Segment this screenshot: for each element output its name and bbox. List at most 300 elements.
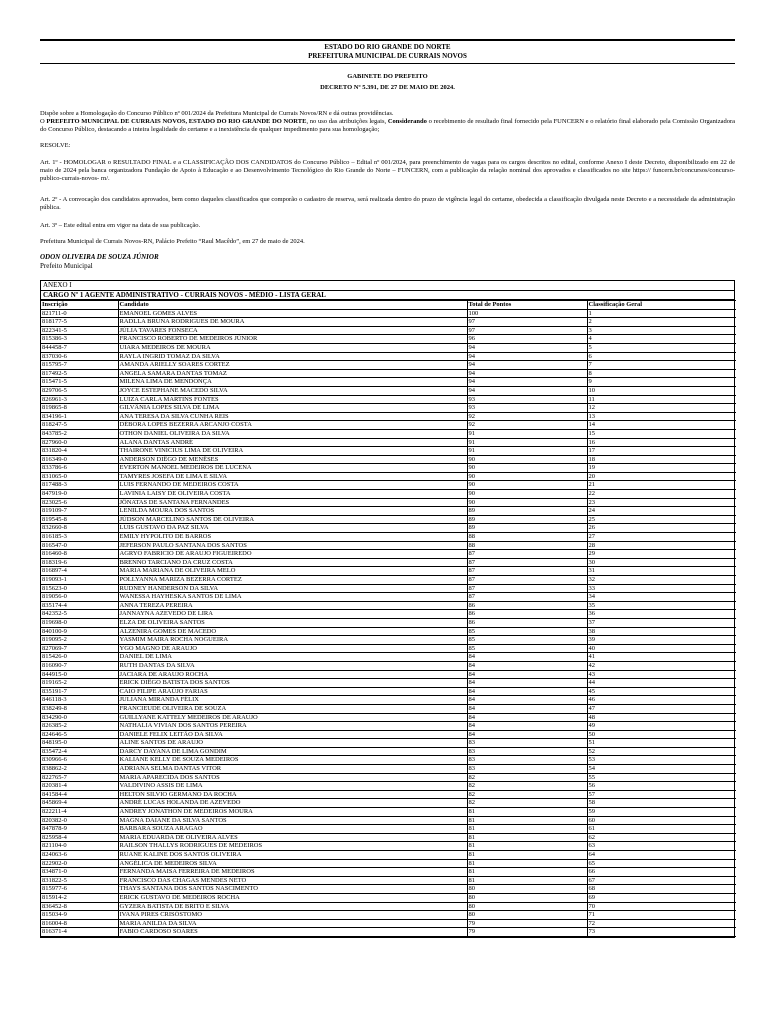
- table-row: [41, 722, 736, 731]
- pontos-cell: 89: [467, 515, 587, 524]
- inscricao-cell: 824063-6: [41, 851, 118, 860]
- inscricao-cell: 816349-0: [41, 455, 118, 464]
- inscricao-cell: 816185-3: [41, 533, 118, 542]
- table-row: [41, 601, 736, 610]
- table-row: [41, 464, 736, 473]
- resolve-heading: RESOLVE:: [40, 142, 71, 149]
- inscricao-cell: 818177-5: [41, 318, 118, 327]
- candidato-cell: FERNANDA MAISA FERREIRA DE MEDEIROS: [118, 868, 467, 877]
- classificacao-cell: 29: [587, 550, 736, 559]
- pontos-cell: 93: [467, 395, 587, 404]
- classificacao-cell: 48: [587, 713, 736, 722]
- candidato-cell: CAIO FILIPE ARAÚJO FARIAS: [118, 687, 467, 696]
- inscricao-cell: 837030-6: [41, 352, 118, 361]
- pontos-cell: 81: [467, 808, 587, 817]
- candidato-cell: ANA TERESA DA SILVA CUNHA REIS: [118, 412, 467, 421]
- candidato-cell: MARIA MARIANA DE OLIVEIRA MELO: [118, 567, 467, 576]
- candidato-cell: JEFERSON PAULO SANTANA DOS SANTOS: [118, 541, 467, 550]
- classificacao-cell: 50: [587, 730, 736, 739]
- candidato-cell: AGRYO FABRICIO DE ARAUJO FIGUEIREDO: [118, 550, 467, 559]
- table-row: [41, 799, 736, 808]
- inscricao-cell: 815386-3: [41, 335, 118, 344]
- table-row: [41, 696, 736, 705]
- candidato-cell: ALINE SANTOS DE ARAUJO: [118, 739, 467, 748]
- inscricao-cell: 834290-0: [41, 713, 118, 722]
- preamble-mid: , no uso das atribuições legais,: [306, 118, 387, 125]
- inscricao-cell: 817492-5: [41, 369, 118, 378]
- classificacao-cell: 64: [587, 851, 736, 860]
- inscricao-cell: 824646-5: [41, 730, 118, 739]
- classificacao-cell: 39: [587, 636, 736, 645]
- inscricao-cell: 827069-7: [41, 644, 118, 653]
- classificacao-cell: 10: [587, 386, 736, 395]
- candidato-cell: AMANDA ARIELLY SOARES CORTEZ: [118, 361, 467, 370]
- inscricao-cell: 847878-9: [41, 825, 118, 834]
- pontos-cell: 100: [467, 309, 587, 318]
- candidato-cell: ALZENIRA GOMES DE MACEDO: [118, 627, 467, 636]
- pontos-cell: 84: [467, 704, 587, 713]
- classificacao-cell: 71: [587, 911, 736, 920]
- table-row: [41, 782, 736, 791]
- inscricao-cell: 831822-5: [41, 876, 118, 885]
- pontos-cell: 83: [467, 756, 587, 765]
- candidato-cell: ERICK GUSTAVO DE MEDEIROS ROCHA: [118, 893, 467, 902]
- classificacao-cell: 62: [587, 833, 736, 842]
- candidato-cell: EVERTON MANOEL MEDEIROS DE LUCENA: [118, 464, 467, 473]
- classificacao-cell: 14: [587, 421, 736, 430]
- candidato-cell: DANIELE FELIX LEITÃO DA SILVA: [118, 730, 467, 739]
- pontos-cell: 82: [467, 790, 587, 799]
- classificacao-cell: 38: [587, 627, 736, 636]
- inscricao-cell: 831820-4: [41, 447, 118, 456]
- article-3: Art. 3º – Este edital entra em vigor na data de sua publicação.: [40, 222, 201, 229]
- pontos-cell: 88: [467, 533, 587, 542]
- candidato-cell: LUIS FERNANDO DE MEDEIROS COSTA: [118, 481, 467, 490]
- candidato-cell: LENILDA MOURA DOS SANTOS: [118, 507, 467, 516]
- document-header: [40, 43, 735, 61]
- classificacao-cell: 31: [587, 567, 736, 576]
- preamble-authority: PREFEITO MUNICIPAL DE CURRAIS NOVOS, ESTADO DO RIO GRANDE DO NORTE: [46, 118, 307, 125]
- classificacao-cell: 61: [587, 825, 736, 834]
- inscricao-cell: 831065-0: [41, 472, 118, 481]
- table-row: [41, 928, 736, 937]
- table-row: [41, 567, 736, 576]
- pontos-cell: 79: [467, 919, 587, 928]
- inscricao-cell: 821104-0: [41, 842, 118, 851]
- table-row: [41, 627, 736, 636]
- column-header-pontos: Total de Pontos: [467, 301, 587, 310]
- inscricao-cell: 816547-0: [41, 541, 118, 550]
- pontos-cell: 84: [467, 696, 587, 705]
- pontos-cell: 86: [467, 601, 587, 610]
- candidato-cell: RUANE KALINE DOS SANTOS OLIVEIRA: [118, 851, 467, 860]
- classificacao-cell: 15: [587, 429, 736, 438]
- inscricao-cell: 819865-8: [41, 404, 118, 413]
- inscricao-cell: 844458-7: [41, 343, 118, 352]
- table-row: [41, 584, 736, 593]
- table-row: [41, 808, 736, 817]
- inscricao-cell: 835191-7: [41, 687, 118, 696]
- inscricao-cell: 821711-0: [41, 309, 118, 318]
- pontos-cell: 90: [467, 455, 587, 464]
- classificacao-cell: 24: [587, 507, 736, 516]
- inscricao-cell: 826961-3: [41, 395, 118, 404]
- inscricao-cell: 819093-1: [41, 576, 118, 585]
- table-row: [41, 447, 736, 456]
- table-row: [41, 455, 736, 464]
- classificacao-cell: 20: [587, 472, 736, 481]
- classificacao-cell: 6: [587, 352, 736, 361]
- table-row: [41, 868, 736, 877]
- candidato-cell: KALIANE KELLY DE SOUZA MEDEIROS: [118, 756, 467, 765]
- table-row: [41, 343, 736, 352]
- classificacao-cell: 5: [587, 343, 736, 352]
- table-row: [41, 773, 736, 782]
- table-row: [41, 911, 736, 920]
- inscricao-cell: 835472-4: [41, 747, 118, 756]
- table-row: [41, 876, 736, 885]
- pontos-cell: 82: [467, 782, 587, 791]
- classificacao-cell: 1: [587, 309, 736, 318]
- classificacao-cell: 12: [587, 404, 736, 413]
- inscricao-cell: 838249-8: [41, 704, 118, 713]
- article-1: Art. 1º - HOMOLOGAR o RESULTADO FINAL e a CLASSIFICAÇÃO DOS CANDIDATOS do Concurso Público – Edital nº 001/2024, para preenchimento de vagas para os cargos descritos no edital, conforme Anexo I deste Decreto, disponibilizado em 22 de maio de 2024 pela banca organizadora Fundação de Apoio à Educação e ao Desenvolvimento Tecnológico do Rio Grande do Norte – FUNCERN, com a publicação da relação nominal dos aprovados e classificados no site https:// funcern.br/concursos/concurso-publico-currais-novos- rn/.: [40, 159, 735, 182]
- table-row: [41, 790, 736, 799]
- inscricao-cell: 830966-6: [41, 756, 118, 765]
- preamble-considerando: Considerando: [387, 118, 427, 125]
- inscricao-cell: 819165-2: [41, 679, 118, 688]
- pontos-cell: 88: [467, 541, 587, 550]
- candidato-cell: RUDNEY HANDERSON DA SILVA: [118, 584, 467, 593]
- classificacao-cell: 37: [587, 618, 736, 627]
- pontos-cell: 87: [467, 558, 587, 567]
- pontos-cell: 91: [467, 447, 587, 456]
- classificacao-cell: 41: [587, 653, 736, 662]
- candidato-cell: FABIO CARDOSO SOARES: [118, 928, 467, 937]
- classificacao-cell: 3: [587, 326, 736, 335]
- candidato-cell: WANESSA HAYHESKA SANTOS DE LIMA: [118, 593, 467, 602]
- classificacao-cell: 60: [587, 816, 736, 825]
- classificacao-cell: 40: [587, 644, 736, 653]
- preamble-lead: O: [40, 118, 45, 125]
- table-row: [41, 610, 736, 619]
- pontos-cell: 83: [467, 739, 587, 748]
- inscricao-cell: 819698-0: [41, 618, 118, 627]
- inscricao-cell: 841584-4: [41, 790, 118, 799]
- classificacao-cell: 27: [587, 533, 736, 542]
- candidato-cell: JÚDSON MARCELINO SANTOS DE OLIVEIRA: [118, 515, 467, 524]
- candidato-cell: VALDIVINO ASSIS DE LIMA: [118, 782, 467, 791]
- classificacao-cell: 36: [587, 610, 736, 619]
- candidato-cell: ALANA DANTAS ANDRÉ: [118, 438, 467, 447]
- pontos-cell: 85: [467, 636, 587, 645]
- pontos-cell: 94: [467, 352, 587, 361]
- summary-paragraph: [40, 110, 735, 134]
- candidato-cell: MARIA ANILDA DA SILVA: [118, 919, 467, 928]
- table-row: [41, 670, 736, 679]
- pontos-cell: 97: [467, 318, 587, 327]
- classificacao-cell: 55: [587, 773, 736, 782]
- inscricao-cell: 835174-4: [41, 601, 118, 610]
- inscricao-cell: 829706-5: [41, 386, 118, 395]
- candidato-cell: ANGELA SAMARA DANTAS TOMAZ: [118, 369, 467, 378]
- table-row: [41, 644, 736, 653]
- pontos-cell: 91: [467, 429, 587, 438]
- candidato-cell: MAGNA DAIANE DA SILVA SANTOS: [118, 816, 467, 825]
- inscricao-cell: 819545-8: [41, 515, 118, 524]
- pontos-cell: 96: [467, 335, 587, 344]
- table-row: [41, 533, 736, 542]
- table-row: [41, 438, 736, 447]
- inscricao-cell: 815623-0: [41, 584, 118, 593]
- inscricao-cell: 844915-0: [41, 670, 118, 679]
- results-table: [41, 300, 736, 937]
- inscricao-cell: 815795-7: [41, 361, 118, 370]
- classificacao-cell: 44: [587, 679, 736, 688]
- annex-cargo-title: CARGO Nº 1 AGENTE ADMINISTRATIVO - CURRAIS NOVOS - MÉDIO - LISTA GERAL: [41, 291, 734, 300]
- preamble-rest: o recebimento de resultado final fornecido pela FUNCERN e o relatório final elaborado pela Comissão Organizadora do Concurso Público, destacando a inteira legalidade do certame e a inexistência de qualquer impedimento para sua homologação;: [40, 118, 736, 133]
- table-row: [41, 412, 736, 421]
- classificacao-cell: 43: [587, 670, 736, 679]
- table-row: [41, 816, 736, 825]
- classificacao-cell: 65: [587, 859, 736, 868]
- inscricao-cell: 822902-0: [41, 859, 118, 868]
- inscricao-cell: 846118-3: [41, 696, 118, 705]
- candidato-cell: RADLLA BRUNA RODRIGUES DE MOURA: [118, 318, 467, 327]
- candidato-cell: MILENA LIMA DE MENDONÇA: [118, 378, 467, 387]
- classificacao-cell: 52: [587, 747, 736, 756]
- pontos-cell: 97: [467, 326, 587, 335]
- inscricao-cell: 816460-8: [41, 550, 118, 559]
- inscricao-cell: 818319-6: [41, 558, 118, 567]
- candidato-cell: ADRIANA SELMA DANTAS VITOR: [118, 765, 467, 774]
- table-row: [41, 756, 736, 765]
- inscricao-cell: 815471-5: [41, 378, 118, 387]
- classificacao-cell: 18: [587, 455, 736, 464]
- candidato-cell: POLLYANNA MARIZA BEZERRA CORTEZ: [118, 576, 467, 585]
- header-rule: [40, 63, 735, 64]
- table-row: [41, 661, 736, 670]
- candidato-cell: EMILY HYPOLITO DE BARROS: [118, 533, 467, 542]
- table-row: [41, 885, 736, 894]
- candidato-cell: UIARA MEDEIROS DE MOURA: [118, 343, 467, 352]
- inscricao-cell: 816090-7: [41, 661, 118, 670]
- table-header-row: [41, 301, 736, 310]
- pontos-cell: 90: [467, 490, 587, 499]
- candidato-cell: DÉBORA LOPES BEZERRA ARCANJO COSTA: [118, 421, 467, 430]
- inscricao-cell: 815914-2: [41, 893, 118, 902]
- candidato-cell: THAIRONE VINICIUS LIMA DE OLIVEIRA: [118, 447, 467, 456]
- pontos-cell: 81: [467, 868, 587, 877]
- table-row: [41, 386, 736, 395]
- municipality-name: PREFEITURA MUNICIPAL DE CURRAIS NOVOS: [308, 52, 467, 60]
- table-row: [41, 507, 736, 516]
- table-row: [41, 472, 736, 481]
- pontos-cell: 86: [467, 610, 587, 619]
- inscricao-cell: 833786-6: [41, 464, 118, 473]
- table-row: [41, 842, 736, 851]
- candidato-cell: IVANA PIRES CRISÓSTOMO: [118, 911, 467, 920]
- inscricao-cell: 848195-0: [41, 739, 118, 748]
- classificacao-cell: 72: [587, 919, 736, 928]
- place-date: Prefeitura Municipal de Currais Novos-RN, Palácio Prefeito “Raul Macêdo”, em 27 de maio de 2024.: [40, 238, 305, 245]
- candidato-cell: JÚLIA TAVARES FONSECA: [118, 326, 467, 335]
- classificacao-cell: 11: [587, 395, 736, 404]
- table-row: [41, 490, 736, 499]
- pontos-cell: 80: [467, 885, 587, 894]
- classificacao-cell: 25: [587, 515, 736, 524]
- candidato-cell: DARCY DAYANA DE LIMA GONDIM: [118, 747, 467, 756]
- pontos-cell: 94: [467, 369, 587, 378]
- column-header-candidato: Candidato: [118, 301, 467, 310]
- classificacao-cell: 26: [587, 524, 736, 533]
- pontos-cell: 83: [467, 765, 587, 774]
- pontos-cell: 87: [467, 567, 587, 576]
- classificacao-cell: 66: [587, 868, 736, 877]
- table-row: [41, 352, 736, 361]
- candidato-cell: ERICK DIÊGO BATISTA DOS SANTOS: [118, 679, 467, 688]
- pontos-cell: 86: [467, 618, 587, 627]
- classificacao-cell: 34: [587, 593, 736, 602]
- pontos-cell: 84: [467, 661, 587, 670]
- classificacao-cell: 69: [587, 893, 736, 902]
- inscricao-cell: 826385-2: [41, 722, 118, 731]
- inscricao-cell: 819109-7: [41, 507, 118, 516]
- candidato-cell: LAVINIA LAISY DE OLIVEIRA COSTA: [118, 490, 467, 499]
- pontos-cell: 94: [467, 378, 587, 387]
- signatory-name: ODON OLIVEIRA DE SOUZA JÚNIOR: [40, 253, 159, 261]
- inscricao-cell: 827960-0: [41, 438, 118, 447]
- inscricao-cell: 822765-7: [41, 773, 118, 782]
- inscricao-cell: 820382-0: [41, 816, 118, 825]
- inscricao-cell: 815034-9: [41, 911, 118, 920]
- candidato-cell: ELZA DE OLIVEIRA SANTOS: [118, 618, 467, 627]
- classificacao-cell: 67: [587, 876, 736, 885]
- classificacao-cell: 23: [587, 498, 736, 507]
- classificacao-cell: 45: [587, 687, 736, 696]
- pontos-cell: 87: [467, 550, 587, 559]
- classificacao-cell: 49: [587, 722, 736, 731]
- pontos-cell: 81: [467, 851, 587, 860]
- column-header-inscricao: Inscrição: [41, 301, 118, 310]
- candidato-cell: ANDREY JONATHON DE MEDEIROS MOURA: [118, 808, 467, 817]
- pontos-cell: 94: [467, 343, 587, 352]
- classificacao-cell: 58: [587, 799, 736, 808]
- table-row: [41, 593, 736, 602]
- classificacao-cell: 56: [587, 782, 736, 791]
- candidato-cell: RAYLA INGRID TOMAZ DA SILVA: [118, 352, 467, 361]
- classificacao-cell: 46: [587, 696, 736, 705]
- candidato-cell: NATHALIA VIVIAN DOS SANTOS PEREIRA: [118, 722, 467, 731]
- pontos-cell: 85: [467, 627, 587, 636]
- column-header-classificacao: Classificação Geral: [587, 301, 736, 310]
- classificacao-cell: 2: [587, 318, 736, 327]
- classificacao-cell: 53: [587, 756, 736, 765]
- classificacao-cell: 16: [587, 438, 736, 447]
- table-row: [41, 825, 736, 834]
- inscricao-cell: 838862-2: [41, 765, 118, 774]
- candidato-cell: RUTH DANTAS DA SILVA: [118, 661, 467, 670]
- pontos-cell: 90: [467, 481, 587, 490]
- classificacao-cell: 8: [587, 369, 736, 378]
- classificacao-cell: 68: [587, 885, 736, 894]
- candidato-cell: YGO MAGNO DE ARAUJO: [118, 644, 467, 653]
- table-row: [41, 318, 736, 327]
- table-row: [41, 576, 736, 585]
- table-row: [41, 369, 736, 378]
- inscricao-cell: 816371-4: [41, 928, 118, 937]
- candidato-cell: TAMYRES JOSEFA DE LIMA E SILVA: [118, 472, 467, 481]
- inscricao-cell: 818247-5: [41, 421, 118, 430]
- candidato-cell: ANDERSON DIÊGO DE MENÊSES: [118, 455, 467, 464]
- classificacao-cell: 17: [587, 447, 736, 456]
- pontos-cell: 93: [467, 404, 587, 413]
- table-row: [41, 421, 736, 430]
- classificacao-cell: 59: [587, 808, 736, 817]
- table-row: [41, 618, 736, 627]
- classificacao-cell: 9: [587, 378, 736, 387]
- table-row: [41, 747, 736, 756]
- table-row: [41, 335, 736, 344]
- candidato-cell: BRENNO TARCIANO DA CRUZ COSTA: [118, 558, 467, 567]
- inscricao-cell: 817488-3: [41, 481, 118, 490]
- pontos-cell: 90: [467, 472, 587, 481]
- results-table-body: [41, 309, 736, 936]
- inscricao-cell: 842352-5: [41, 610, 118, 619]
- pontos-cell: 81: [467, 842, 587, 851]
- table-row: [41, 730, 736, 739]
- pontos-cell: 92: [467, 421, 587, 430]
- inscricao-cell: 843785-2: [41, 429, 118, 438]
- pontos-cell: 94: [467, 386, 587, 395]
- pontos-cell: 85: [467, 644, 587, 653]
- pontos-cell: 89: [467, 507, 587, 516]
- classificacao-cell: 51: [587, 739, 736, 748]
- candidato-cell: ANDRÉ LUCAS HOLANDA DE AZEVEDO: [118, 799, 467, 808]
- inscricao-cell: 816004-8: [41, 919, 118, 928]
- pontos-cell: 84: [467, 713, 587, 722]
- candidato-cell: MARIA EDUARDA DE OLIVEIRA ALVES: [118, 833, 467, 842]
- classificacao-cell: 47: [587, 704, 736, 713]
- pontos-cell: 82: [467, 773, 587, 782]
- candidato-cell: THAYS SANTANA DOS SANTOS NASCIMENTO: [118, 885, 467, 894]
- signatory-role: Prefeito Municipal: [40, 262, 93, 270]
- candidato-cell: ANNA TEREZA PEREIRA: [118, 601, 467, 610]
- pontos-cell: 90: [467, 464, 587, 473]
- pontos-cell: 80: [467, 893, 587, 902]
- pontos-cell: 84: [467, 687, 587, 696]
- table-row: [41, 550, 736, 559]
- candidato-cell: GYZERA BATISTA DE BRITO E SILVA: [118, 902, 467, 911]
- inscricao-cell: 815977-6: [41, 885, 118, 894]
- table-row: [41, 636, 736, 645]
- pontos-cell: 89: [467, 524, 587, 533]
- candidato-cell: JULIANA MIRANDA FÉLIX: [118, 696, 467, 705]
- classificacao-cell: 33: [587, 584, 736, 593]
- table-row: [41, 679, 736, 688]
- classificacao-cell: 22: [587, 490, 736, 499]
- pontos-cell: 81: [467, 876, 587, 885]
- candidato-cell: FRANCISCO DAS CHAGAS MENDES NETO: [118, 876, 467, 885]
- summary-text: Dispõe sobre a Homologação do Concurso Público nº 001/2024 da Prefeitura Municipal de Currais Novos/RN e dá outras providências.: [40, 110, 394, 117]
- candidato-cell: ANGÉLICA DE MEDEIROS SILVA: [118, 859, 467, 868]
- annex-table-block: [40, 280, 735, 938]
- candidato-cell: HELTON SILVIO GERMANO DA ROCHA: [118, 790, 467, 799]
- pontos-cell: 80: [467, 902, 587, 911]
- annex-title: ANEXO I: [41, 281, 734, 291]
- table-row: [41, 687, 736, 696]
- table-row: [41, 713, 736, 722]
